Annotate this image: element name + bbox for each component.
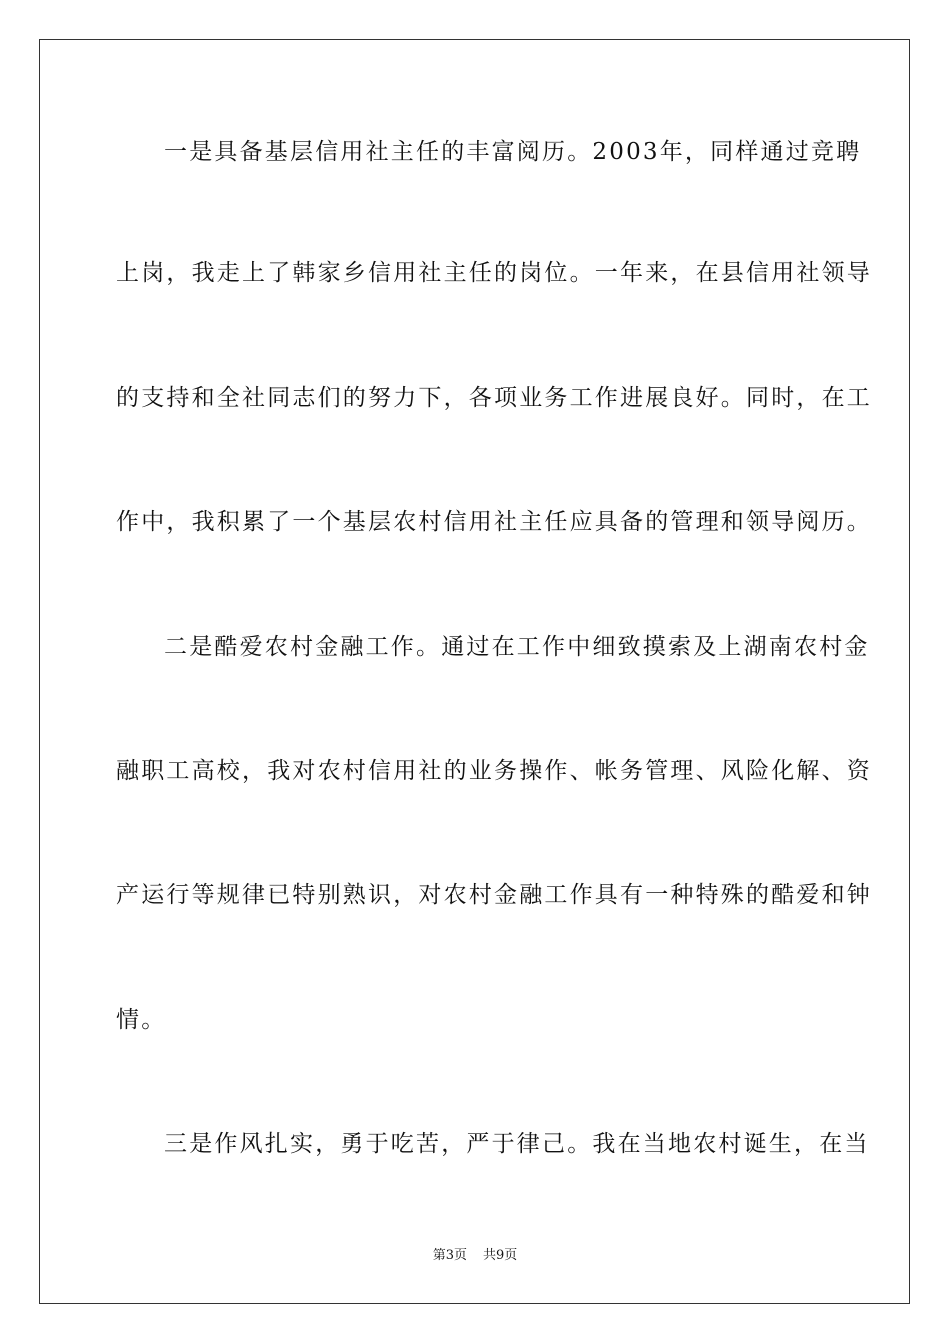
paragraph-2-line-3: 产运行等规律已特别熟识，对农村金融工作具有一种特殊的酷爱和钟: [116, 882, 872, 908]
page-number: 第3页: [432, 1248, 467, 1263]
paragraph-2-line-1: 二是酷爱农村金融工作。通过在工作中细致摸索及上湖南农村金: [164, 634, 870, 660]
page-border: [39, 39, 910, 1304]
paragraph-3-line-1: 三是作风扎实，勇于吃苦，严于律己。我在当地农村诞生，在当: [164, 1131, 870, 1157]
page-total: 共9页: [483, 1248, 518, 1263]
paragraph-2-line-2: 融职工高校，我对农村信用社的业务操作、帐务管理、风险化解、资: [116, 758, 872, 784]
paragraph-1-line-4: 作中，我积累了一个基层农村信用社主任应具备的管理和领导阅历。: [116, 509, 872, 535]
paragraph-1-line-1: 一是具备基层信用社主任的丰富阅历。2003年，同样通过竞聘: [164, 139, 862, 165]
paragraph-1-line-2: 上岗，我走上了韩家乡信用社主任的岗位。一年来，在县信用社领导: [116, 260, 872, 286]
paragraph-2-line-4: 情。: [116, 1007, 167, 1033]
paragraph-1-line-3: 的支持和全社同志们的努力下，各项业务工作进展良好。同时，在工: [116, 385, 872, 411]
page-footer: [0, 1248, 950, 1264]
